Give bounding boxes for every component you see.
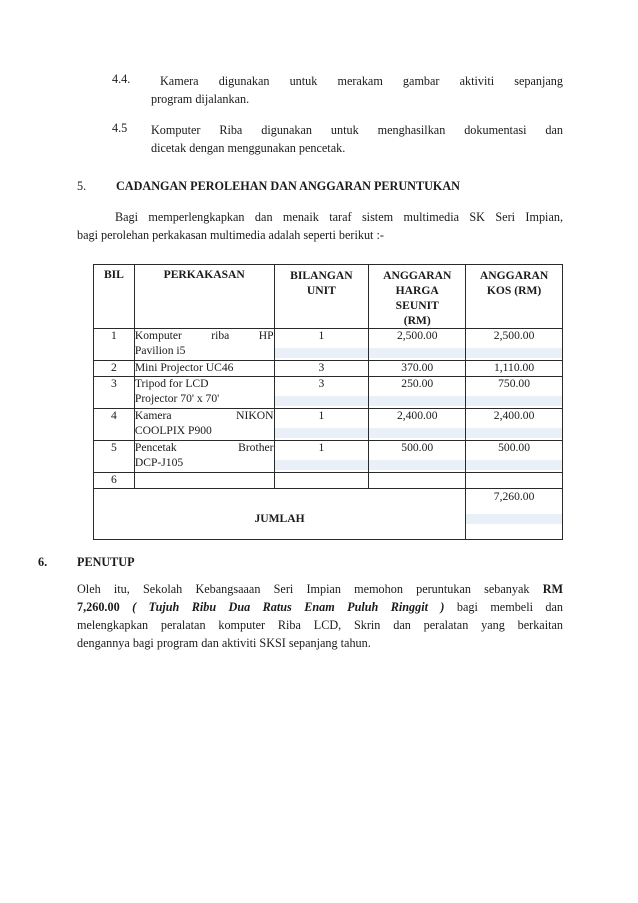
row-item: Tripod for LCD Projector 70' x 70'	[134, 377, 274, 409]
header-bil: BIL	[94, 265, 135, 329]
jumlah-label: JUMLAH	[94, 489, 466, 540]
row-unit: 3	[274, 377, 369, 409]
row-kos: 2,400.00	[466, 409, 563, 441]
table-header-row	[94, 265, 563, 329]
row-harga: 250.00	[369, 377, 466, 409]
row-harga: 370.00	[369, 361, 466, 377]
row-harga: 2,500.00	[369, 329, 466, 361]
row-item: Pencetak Brother DCP-J105	[134, 441, 274, 473]
row-bil: 5	[94, 441, 135, 473]
section5-number: 5.	[77, 179, 87, 193]
header-anggaran-harga: ANGGARAN HARGA SEUNIT (RM)	[369, 265, 466, 329]
row-bil: 2	[94, 361, 135, 377]
header-bilangan-unit: BILANGAN UNIT	[274, 265, 369, 329]
row-bil: 6	[94, 473, 135, 489]
section6-title: PENUTUP	[77, 555, 135, 569]
table-row	[94, 473, 563, 489]
table-row	[94, 361, 563, 377]
row-harga: 500.00	[369, 441, 466, 473]
row-item	[134, 473, 274, 489]
row-kos	[466, 473, 563, 489]
header-perkakasan: PERKAKASAN	[134, 265, 274, 329]
item-text: Kamera digunakan untuk merakam gambar aktiviti sepanjang program dijalankan.	[151, 74, 563, 106]
table-row	[94, 329, 563, 361]
row-item: Mini Projector UC46	[134, 361, 274, 377]
row-kos: 1,110.00	[466, 361, 563, 377]
budget-table	[93, 264, 563, 540]
item-number: 4.5	[112, 121, 128, 135]
table-row	[94, 409, 563, 441]
section5-title: CADANGAN PEROLEHAN DAN ANGGARAN PERUNTUKAN	[116, 179, 460, 193]
row-harga: 2,400.00	[369, 409, 466, 441]
row-unit: 1	[274, 409, 369, 441]
row-item: Kamera NIKON COOLPIX P900	[134, 409, 274, 441]
row-kos: 750.00	[466, 377, 563, 409]
section6-number: 6.	[38, 555, 48, 569]
table-total-row	[94, 489, 563, 540]
section6-paragraph: Oleh itu, Sekolah Kebangsaaan Seri Impian memohon peruntukan sebanyak RM 7,260.00 ( Tujuh Ribu Dua Ratus Enam Puluh Ringgit ) bagi membeli dan melengkapkan peralatan komputer Riba LCD, Skrin dan peralatan yang berkaitan dengannya bagi program dan aktiviti SKSI sepanjang tahun.	[77, 582, 564, 650]
row-kos: 500.00	[466, 441, 563, 473]
row-bil: 3	[94, 377, 135, 409]
row-unit: 1	[274, 329, 369, 361]
item-number: 4.4.	[112, 72, 131, 86]
header-anggaran-kos: ANGGARAN KOS (RM)	[466, 265, 563, 329]
row-bil: 1	[94, 329, 135, 361]
item-text: Komputer Riba digunakan untuk menghasilkan dokumentasi dan dicetak dengan menggunakan pencetak.	[151, 123, 563, 155]
table-row	[94, 441, 563, 473]
row-unit: 3	[274, 361, 369, 377]
row-unit	[274, 473, 369, 489]
jumlah-value: 7,260.00	[466, 489, 563, 540]
row-harga	[369, 473, 466, 489]
table-row	[94, 377, 563, 409]
row-kos: 2,500.00	[466, 329, 563, 361]
row-bil: 4	[94, 409, 135, 441]
section5-paragraph: Bagi memperlengkapkan dan menaik taraf sistem multimedia SK Seri Impian, bagi perolehan perkakasan multimedia adalah seperti berikut :-	[77, 210, 563, 242]
row-unit: 1	[274, 441, 369, 473]
row-item: Komputer riba HP Pavilion i5	[134, 329, 274, 361]
